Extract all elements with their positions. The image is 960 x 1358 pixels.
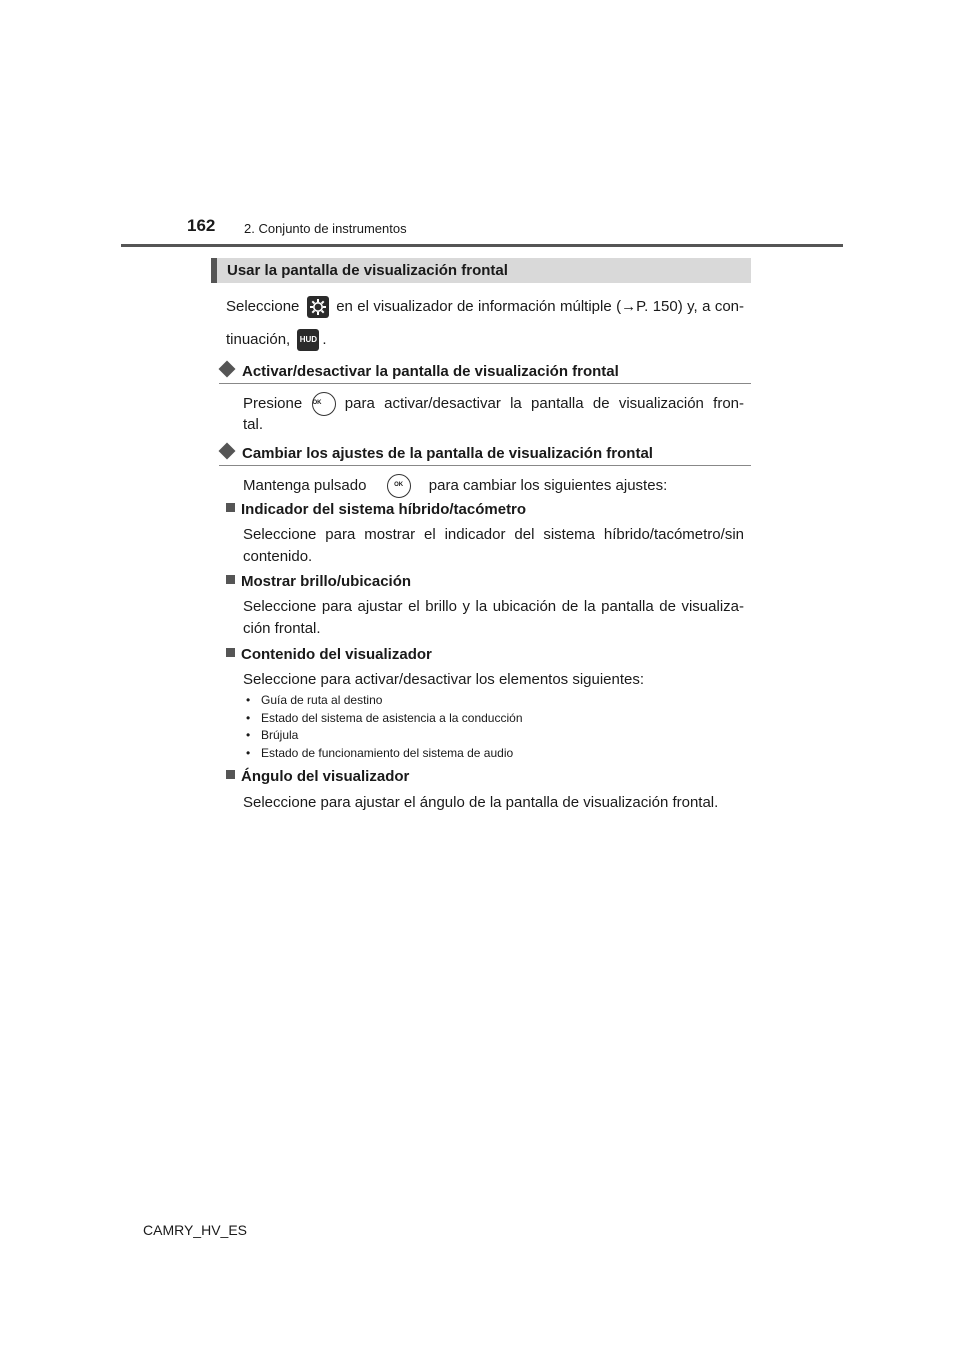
- sub1-text-1: Presione: [243, 394, 303, 412]
- item-3-title: Contenido del visualizador: [241, 646, 432, 663]
- intro-text-2: en el visualizador de información múltiple (→P. 150) y, a con-: [336, 297, 744, 315]
- list-item: • Estado de funcionamiento del sistema de audio: [243, 745, 523, 763]
- square-bullet-icon: [226, 503, 235, 512]
- item-2-line-1: Seleccione para ajustar el brillo y la ubicación de la pantalla de visualiza-: [243, 598, 744, 615]
- chapter-title: 2. Conjunto de instrumentos: [244, 221, 407, 236]
- item-3-bullet-list: [243, 692, 523, 762]
- intro-line-2: [226, 329, 327, 351]
- subsection-2-heading: [219, 444, 653, 463]
- item-4-line-1: Seleccione para ajustar el ángulo de la pantalla de visualización frontal.: [243, 794, 719, 811]
- item-1-heading: [226, 500, 526, 519]
- item-3-line-1: Seleccione para activar/desactivar los elementos siguientes:: [243, 671, 645, 688]
- square-bullet-icon: [226, 575, 235, 584]
- item-1-line-2: contenido.: [243, 548, 313, 565]
- intro-line-1: [226, 296, 744, 318]
- diamond-bullet-icon: [219, 443, 236, 460]
- hud-icon: HUD: [297, 329, 319, 351]
- item-4-title: Ángulo del visualizador: [241, 768, 410, 785]
- sub2-text-1: Mantenga pulsado: [243, 476, 367, 494]
- ok-button-icon: OK: [312, 392, 336, 416]
- item-2-title: Mostrar brillo/ubicación: [241, 573, 412, 590]
- subsection-2-line: [243, 474, 667, 498]
- square-bullet-icon: [226, 648, 235, 657]
- intro-text-end: .: [322, 330, 327, 348]
- subsection-2-title: Cambiar los ajustes de la pantalla de visualización frontal: [242, 445, 653, 462]
- subsection-1-divider: [219, 383, 751, 384]
- intro-text-3: tinuación,: [226, 330, 291, 348]
- ok-button-icon: OK: [387, 474, 411, 498]
- subsection-1-title: Activar/desactivar la pantalla de visualización frontal: [242, 363, 619, 380]
- diamond-bullet-icon: [219, 361, 236, 378]
- item-4-heading: [226, 767, 409, 786]
- settings-gear-icon: [307, 296, 329, 318]
- intro-text-1: Seleccione: [226, 297, 300, 315]
- subsection-1-heading: [219, 362, 619, 381]
- header-divider: [121, 244, 843, 247]
- item-1-line-1: Seleccione para mostrar el indicador del sistema híbrido/tacómetro/sin: [243, 526, 744, 543]
- item-2-heading: [226, 572, 411, 591]
- item-1-title: Indicador del sistema híbrido/tacómetro: [241, 501, 527, 518]
- item-3-heading: [226, 645, 432, 664]
- subsection-1-line-2: tal.: [243, 416, 264, 433]
- subsection-1-line-1: [243, 392, 744, 416]
- list-item: • Guía de ruta al destino: [243, 692, 523, 710]
- subsection-2-divider: [219, 465, 751, 466]
- item-2-line-2: ción frontal.: [243, 620, 321, 637]
- list-item: • Estado del sistema de asistencia a la conducción: [243, 710, 523, 728]
- footer-code: CAMRY_HV_ES: [143, 1222, 248, 1238]
- sub2-text-2: para cambiar los siguientes ajustes:: [428, 476, 668, 494]
- page-number: 162: [187, 216, 216, 235]
- sub1-text-2: para activar/desactivar la pantalla de visualización fron-: [344, 394, 745, 412]
- section-title: Usar la pantalla de visualización frontal: [211, 258, 751, 283]
- square-bullet-icon: [226, 770, 235, 779]
- list-item: • Brújula: [243, 727, 523, 745]
